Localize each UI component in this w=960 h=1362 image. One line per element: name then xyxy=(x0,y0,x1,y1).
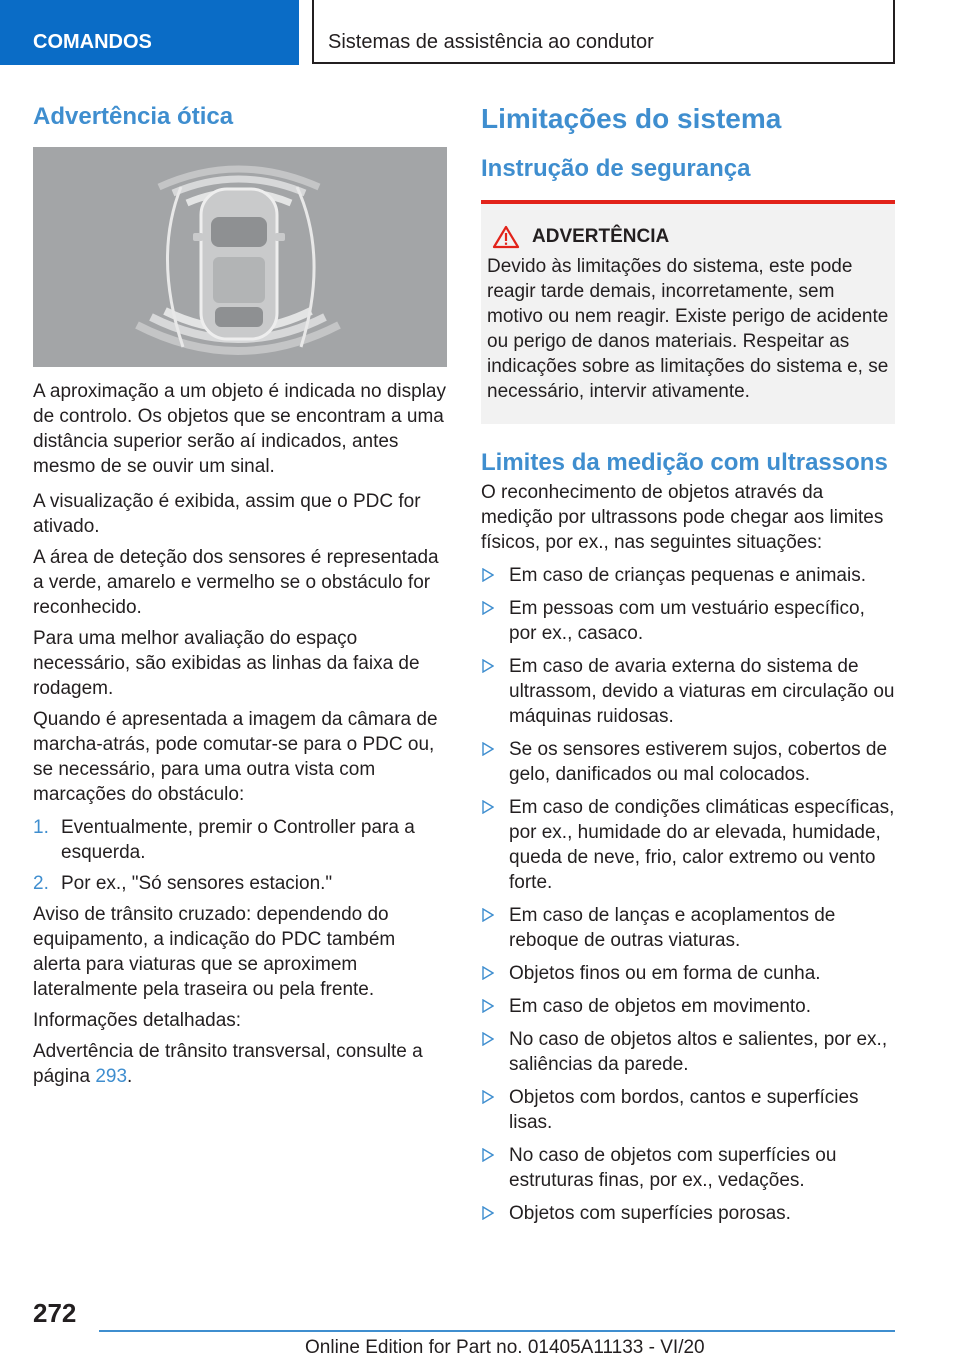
car-sensor-graphic xyxy=(33,147,447,367)
list-item: Em pessoas com um vestuário específico, por ex., casaco. xyxy=(481,596,895,646)
warning-triangle-icon xyxy=(492,225,520,249)
list-item: Em caso de condições climáticas específicas, por ex., humidade do ar elevada, humidade, queda de neve, frio, calor extremo ou vento forte. xyxy=(481,795,895,895)
step-text: Eventualmente, premir o Controller para a esquerda. xyxy=(61,817,415,863)
bullet-triangle-icon xyxy=(482,999,494,1013)
list-item: Objetos finos ou em forma de cunha. xyxy=(481,961,895,986)
paragraph: A visualização é exibida, assim que o PDC for ativado. xyxy=(33,491,421,537)
right-column xyxy=(481,100,895,1234)
paragraph: A área de deteção dos sensores é representada a verde, amarelo e vermelho se o obstáculo for reconhecido. xyxy=(33,547,439,618)
list-item: Objetos com bordos, cantos e superfícies lisas. xyxy=(481,1085,895,1135)
section-heading-system-limits: Limitações do sistema xyxy=(481,103,782,134)
bullet-triangle-icon xyxy=(482,908,494,922)
header-chapter-title: Sistemas de assistência ao condutor xyxy=(312,0,895,64)
step-number: 1. xyxy=(33,817,49,838)
subheading-safety-instruction: Instrução de segurança xyxy=(481,155,751,182)
warning-box xyxy=(481,204,895,424)
page-reference-link[interactable]: 293 xyxy=(95,1066,128,1087)
footer-divider xyxy=(99,1330,895,1332)
page-number: 272 xyxy=(33,1298,77,1328)
bullet-triangle-icon xyxy=(482,1206,494,1220)
list-item: No caso de objetos com superfícies ou estruturas finas, por ex., vedações. xyxy=(481,1143,895,1193)
list-item: Se os sensores estiverem sujos, cobertos de gelo, danificados ou mal colocados. xyxy=(481,737,895,787)
bullet-triangle-icon xyxy=(482,601,494,615)
list-item: No caso de objetos altos e salientes, por ex., saliências da parede. xyxy=(481,1027,895,1077)
warning-title-row xyxy=(487,224,889,250)
reference-text: Advertência de trânsito transversal, consulte a página xyxy=(33,1041,423,1087)
footer-edition-note: Online Edition for Part no. 01405A11133 - VI/20 xyxy=(305,1337,705,1358)
warning-title: ADVERTÊNCIA xyxy=(532,226,670,247)
bullet-triangle-icon xyxy=(482,659,494,673)
list-item: Em caso de crianças pequenas e animais. xyxy=(481,563,895,588)
list-item: Em caso de avaria externa do sistema de ultrassom, devido a viaturas em circulação ou máquinas ruidosas. xyxy=(481,654,895,729)
list-item xyxy=(33,871,447,896)
car-icon xyxy=(193,189,285,339)
paragraph xyxy=(33,1039,447,1089)
bullet-triangle-icon xyxy=(482,966,494,980)
paragraph: A aproximação a um objeto é indicada no display de controlo. Os objetos que se encontram a uma distância superior serão aí indicados, antes mesmo de se ouvir um sinal. xyxy=(33,381,446,477)
paragraph: Quando é apresentada a imagem da câmara de marcha-atrás, pode comutar-se para o PDC ou, se necessário, para uma outra vista com marcações do obstáculo: xyxy=(33,709,438,805)
pdc-display-illustration xyxy=(33,147,447,367)
list-item xyxy=(33,815,447,865)
limitations-list xyxy=(481,563,895,1226)
bullet-triangle-icon xyxy=(482,1148,494,1162)
subheading-ultrasonic-limits: Limites da medição com ultrassons xyxy=(481,449,888,476)
list-item: Em caso de objetos em movimento. xyxy=(481,994,895,1019)
bullet-triangle-icon xyxy=(482,1090,494,1104)
bullet-triangle-icon xyxy=(482,800,494,814)
list-item: Objetos com superfícies porosas. xyxy=(481,1201,895,1226)
step-text: Por ex., "Só sensores estacion." xyxy=(61,873,333,894)
step-number: 2. xyxy=(33,873,49,894)
steps-list xyxy=(33,815,447,896)
bullet-triangle-icon xyxy=(482,742,494,756)
list-item: Em caso de lanças e acoplamentos de reboque de outras viaturas. xyxy=(481,903,895,953)
section-heading-optical-warning: Advertência ótica xyxy=(33,103,234,130)
bullet-triangle-icon xyxy=(482,568,494,582)
paragraph: Informações detalhadas: xyxy=(33,1010,242,1031)
paragraph: Aviso de trânsito cruzado: dependendo do equipamento, a indicação do PDC também alerta para viaturas que se aproximem lateralmente pela traseira ou pela frente. xyxy=(33,904,396,1000)
reference-end: . xyxy=(127,1066,133,1087)
paragraph: O reconhecimento de objetos através da medição por ultrassons pode chegar aos limites físicos, por ex., nas seguintes situações: xyxy=(481,482,884,553)
header-section-tab: COMANDOS xyxy=(0,0,299,65)
warning-text: Devido às limitações do sistema, este pode reagir tarde demais, incorretamente, sem motivo ou nem reagir. Existe perigo de acidente ou perigo de danos materiais. Respeitar as indicações sobre as limitações do sistema e, se necessário, intervir ativamente. xyxy=(487,256,889,402)
left-column xyxy=(33,100,447,1089)
paragraph: Para uma melhor avaliação do espaço necessário, são exibidas as linhas da faixa de rodagem. xyxy=(33,628,420,699)
bullet-triangle-icon xyxy=(482,1032,494,1046)
